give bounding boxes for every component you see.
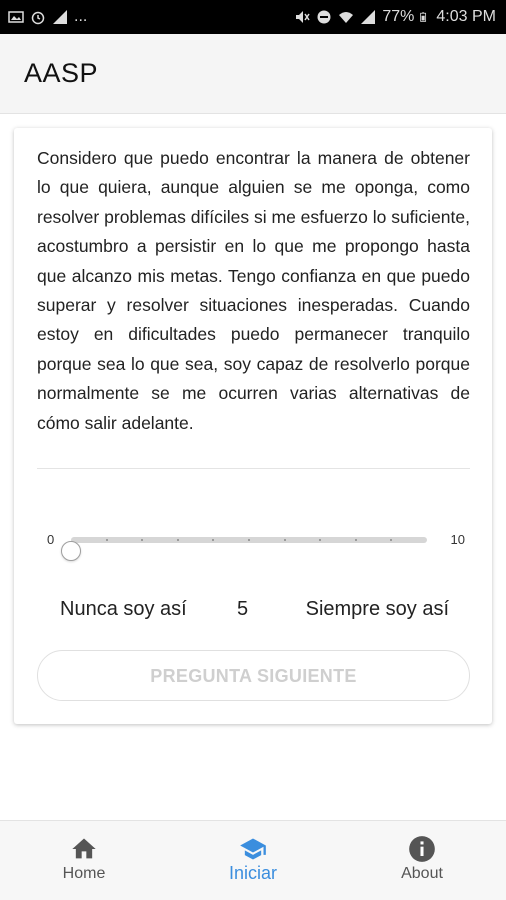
cell-signal-icon xyxy=(360,9,376,25)
slider-track[interactable] xyxy=(71,537,427,543)
slider-tick xyxy=(141,539,143,541)
alarm-icon xyxy=(30,9,46,25)
slider-tick xyxy=(284,539,286,541)
app-title: AASP xyxy=(24,58,99,88)
slider-tick xyxy=(212,539,214,541)
scale-max-label: Siempre soy así xyxy=(305,598,449,620)
question-card xyxy=(14,128,492,724)
home-icon xyxy=(70,835,98,863)
slider-max-label: 10 xyxy=(450,532,465,547)
school-icon xyxy=(239,835,267,863)
nav-item-home[interactable] xyxy=(0,821,168,900)
slider-tick xyxy=(248,539,250,541)
app-bar xyxy=(0,34,506,114)
next-question-button[interactable]: PREGUNTA SIGUIENTE xyxy=(37,650,470,701)
status-bar xyxy=(0,0,506,34)
status-time: 4:03 PM xyxy=(436,8,496,25)
slider-tick xyxy=(319,539,321,541)
do-not-disturb-icon xyxy=(316,9,332,25)
nav-label-iniciar: Iniciar xyxy=(228,863,277,883)
battery-icon xyxy=(420,9,430,25)
status-more: ... xyxy=(74,8,88,25)
battery-percent: 77% xyxy=(382,8,415,25)
bottom-nav xyxy=(0,820,506,900)
wifi-icon xyxy=(338,9,354,25)
scale-value: 5 xyxy=(237,598,249,620)
status-right xyxy=(294,8,496,26)
slider-thumb[interactable] xyxy=(61,541,81,561)
slider-tick xyxy=(355,539,357,541)
nav-label-home: Home xyxy=(62,865,106,882)
slider-tick xyxy=(177,539,179,541)
divider xyxy=(37,468,470,469)
slider-tick xyxy=(106,539,108,541)
question-text: Considero que puedo encontrar la manera de obtener lo que quiera, aunque alguien se me oponga, como resolver problemas difíciles si me esfuerzo lo suficiente, acostumbro a persistir en lo que me propongo hasta que alcanzo mis metas. Tengo confianza en que puedo superar y resolver situaciones inesperadas. Cuando estoy en dificultades puedo permanecer tranquilo porque sea lo que sea, soy capaz de resolverlo porque normalmente se me ocurren varias alternativas de cómo salir adelante. xyxy=(37,148,470,433)
scale-min-label: Nunca soy así xyxy=(60,598,187,620)
nav-label-about: About xyxy=(401,865,443,882)
scale-labels xyxy=(37,598,470,624)
image-icon xyxy=(8,9,24,25)
nav-item-about[interactable] xyxy=(338,821,506,900)
mute-icon xyxy=(294,9,310,25)
status-left xyxy=(8,8,87,26)
rating-slider[interactable] xyxy=(37,526,470,554)
nav-item-iniciar[interactable] xyxy=(169,821,337,900)
slider-min-label: 0 xyxy=(47,532,55,547)
signal-icon xyxy=(52,9,68,25)
slider-tick xyxy=(390,539,392,541)
info-icon xyxy=(408,835,436,863)
